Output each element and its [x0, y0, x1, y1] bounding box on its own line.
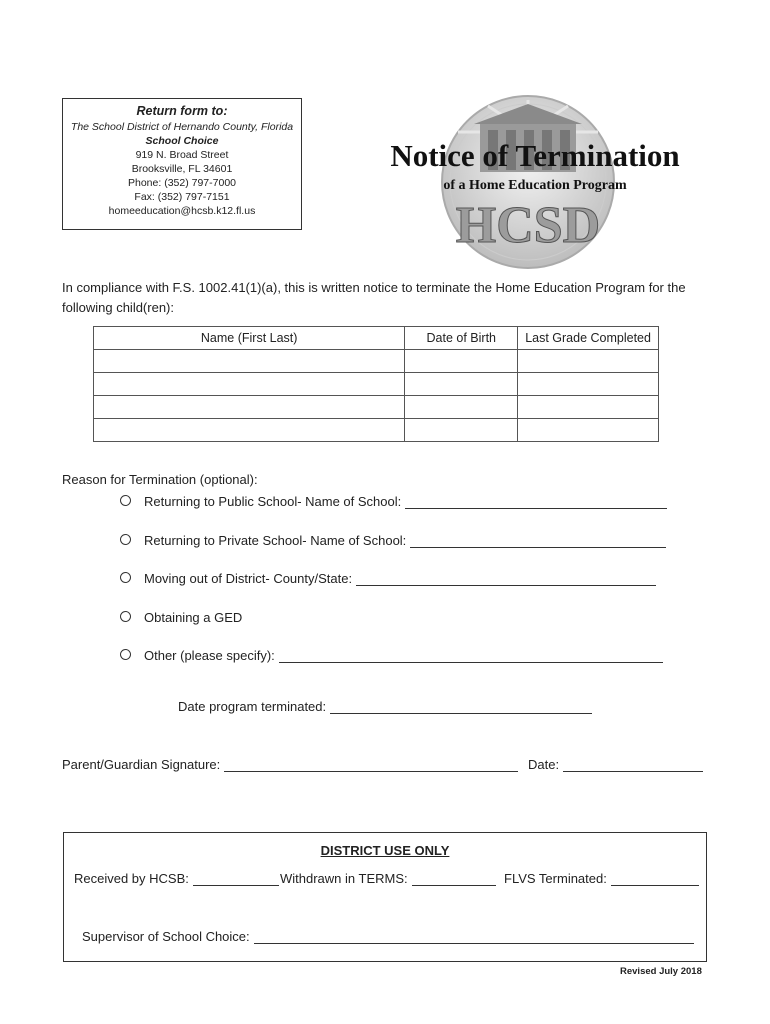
name-cell[interactable]: [94, 350, 405, 373]
flvs-field: [504, 871, 699, 886]
table-row: [94, 419, 659, 442]
reason-label: Reason for Termination (optional):: [62, 472, 258, 487]
radio-moving[interactable]: [120, 572, 131, 583]
grade-cell[interactable]: [518, 373, 659, 396]
signature-line[interactable]: [224, 759, 518, 772]
withdrawn-field: [280, 871, 496, 886]
grade-cell[interactable]: [518, 396, 659, 419]
table-row: [94, 350, 659, 373]
table-row: [94, 396, 659, 419]
table-row: [94, 373, 659, 396]
flvs-line[interactable]: [611, 873, 699, 886]
option-moving-label: Moving out of District- County/State:: [144, 571, 353, 586]
moving-line[interactable]: [356, 573, 656, 586]
grade-cell[interactable]: [518, 419, 659, 442]
page-subtitle: of a Home Education Program: [443, 178, 627, 193]
return-city: Brooksville, FL 34601: [131, 163, 233, 175]
withdrawn-line[interactable]: [412, 873, 496, 886]
header-grade: Last Grade Completed: [518, 327, 659, 350]
dob-cell[interactable]: [405, 396, 518, 419]
header-name: Name (First Last): [94, 327, 405, 350]
page-title: Notice of Termination: [390, 138, 680, 173]
option-other: [120, 648, 663, 663]
supervisor-line[interactable]: [254, 931, 694, 944]
radio-public-school[interactable]: [120, 495, 131, 506]
return-address-box: [62, 98, 302, 230]
table-header-row: [94, 327, 659, 350]
date-field: [528, 757, 703, 772]
other-line[interactable]: [279, 650, 663, 663]
option-ged: [120, 610, 242, 625]
option-other-label: Other (please specify):: [144, 648, 275, 663]
name-cell[interactable]: [94, 419, 405, 442]
return-title: Return form to:: [136, 104, 228, 118]
option-public-school: [120, 494, 667, 509]
option-private-school-label: Returning to Private School- Name of School:: [144, 533, 407, 548]
intro-text: In compliance with F.S. 1002.41(1)(a), this is written notice to terminate the Home Education Program for the following child(ren):: [62, 280, 686, 315]
return-phone: Phone: (352) 797-7000: [128, 177, 236, 189]
supervisor-field: [82, 929, 694, 944]
name-cell[interactable]: [94, 373, 405, 396]
date-terminated-line[interactable]: [330, 701, 592, 714]
private-school-line[interactable]: [410, 535, 666, 548]
district-use-box: [63, 832, 707, 962]
option-moving: [120, 571, 656, 586]
date-line[interactable]: [563, 759, 703, 772]
supervisor-label: Supervisor of School Choice:: [82, 929, 250, 944]
date-label: Date:: [528, 757, 560, 772]
return-fax: Fax: (352) 797-7151: [134, 191, 230, 203]
return-dept: School Choice: [145, 135, 219, 147]
radio-ged[interactable]: [120, 611, 131, 622]
return-org: The School District of Hernando County, Florida: [70, 121, 294, 133]
dob-cell[interactable]: [405, 419, 518, 442]
date-terminated-field: [178, 699, 592, 714]
revised-date: Revised July 2018: [620, 966, 702, 977]
date-terminated-label: Date program terminated:: [178, 699, 327, 714]
received-line[interactable]: [193, 873, 279, 886]
logo-letters: HCSD: [455, 197, 601, 254]
option-ged-label: Obtaining a GED: [144, 610, 243, 625]
radio-other[interactable]: [120, 649, 131, 660]
grade-cell[interactable]: [518, 350, 659, 373]
district-title: DISTRICT USE ONLY: [320, 843, 450, 858]
children-table: [93, 326, 659, 442]
name-cell[interactable]: [94, 396, 405, 419]
header-dob: Date of Birth: [405, 327, 518, 350]
signature-label: Parent/Guardian Signature:: [62, 757, 221, 772]
received-label: Received by HCSB:: [74, 871, 189, 886]
dob-cell[interactable]: [405, 350, 518, 373]
withdrawn-label: Withdrawn in TERMS:: [280, 871, 408, 886]
dob-cell[interactable]: [405, 373, 518, 396]
radio-private-school[interactable]: [120, 534, 131, 545]
return-street: 919 N. Broad Street: [135, 149, 229, 161]
option-private-school: [120, 533, 666, 548]
option-public-school-label: Returning to Public School- Name of School:: [144, 494, 402, 509]
received-field: [74, 871, 279, 886]
signature-field: [62, 757, 518, 772]
public-school-line[interactable]: [405, 496, 667, 509]
return-email: homeeducation@hcsb.k12.fl.us: [108, 205, 256, 217]
flvs-label: FLVS Terminated:: [504, 871, 607, 886]
